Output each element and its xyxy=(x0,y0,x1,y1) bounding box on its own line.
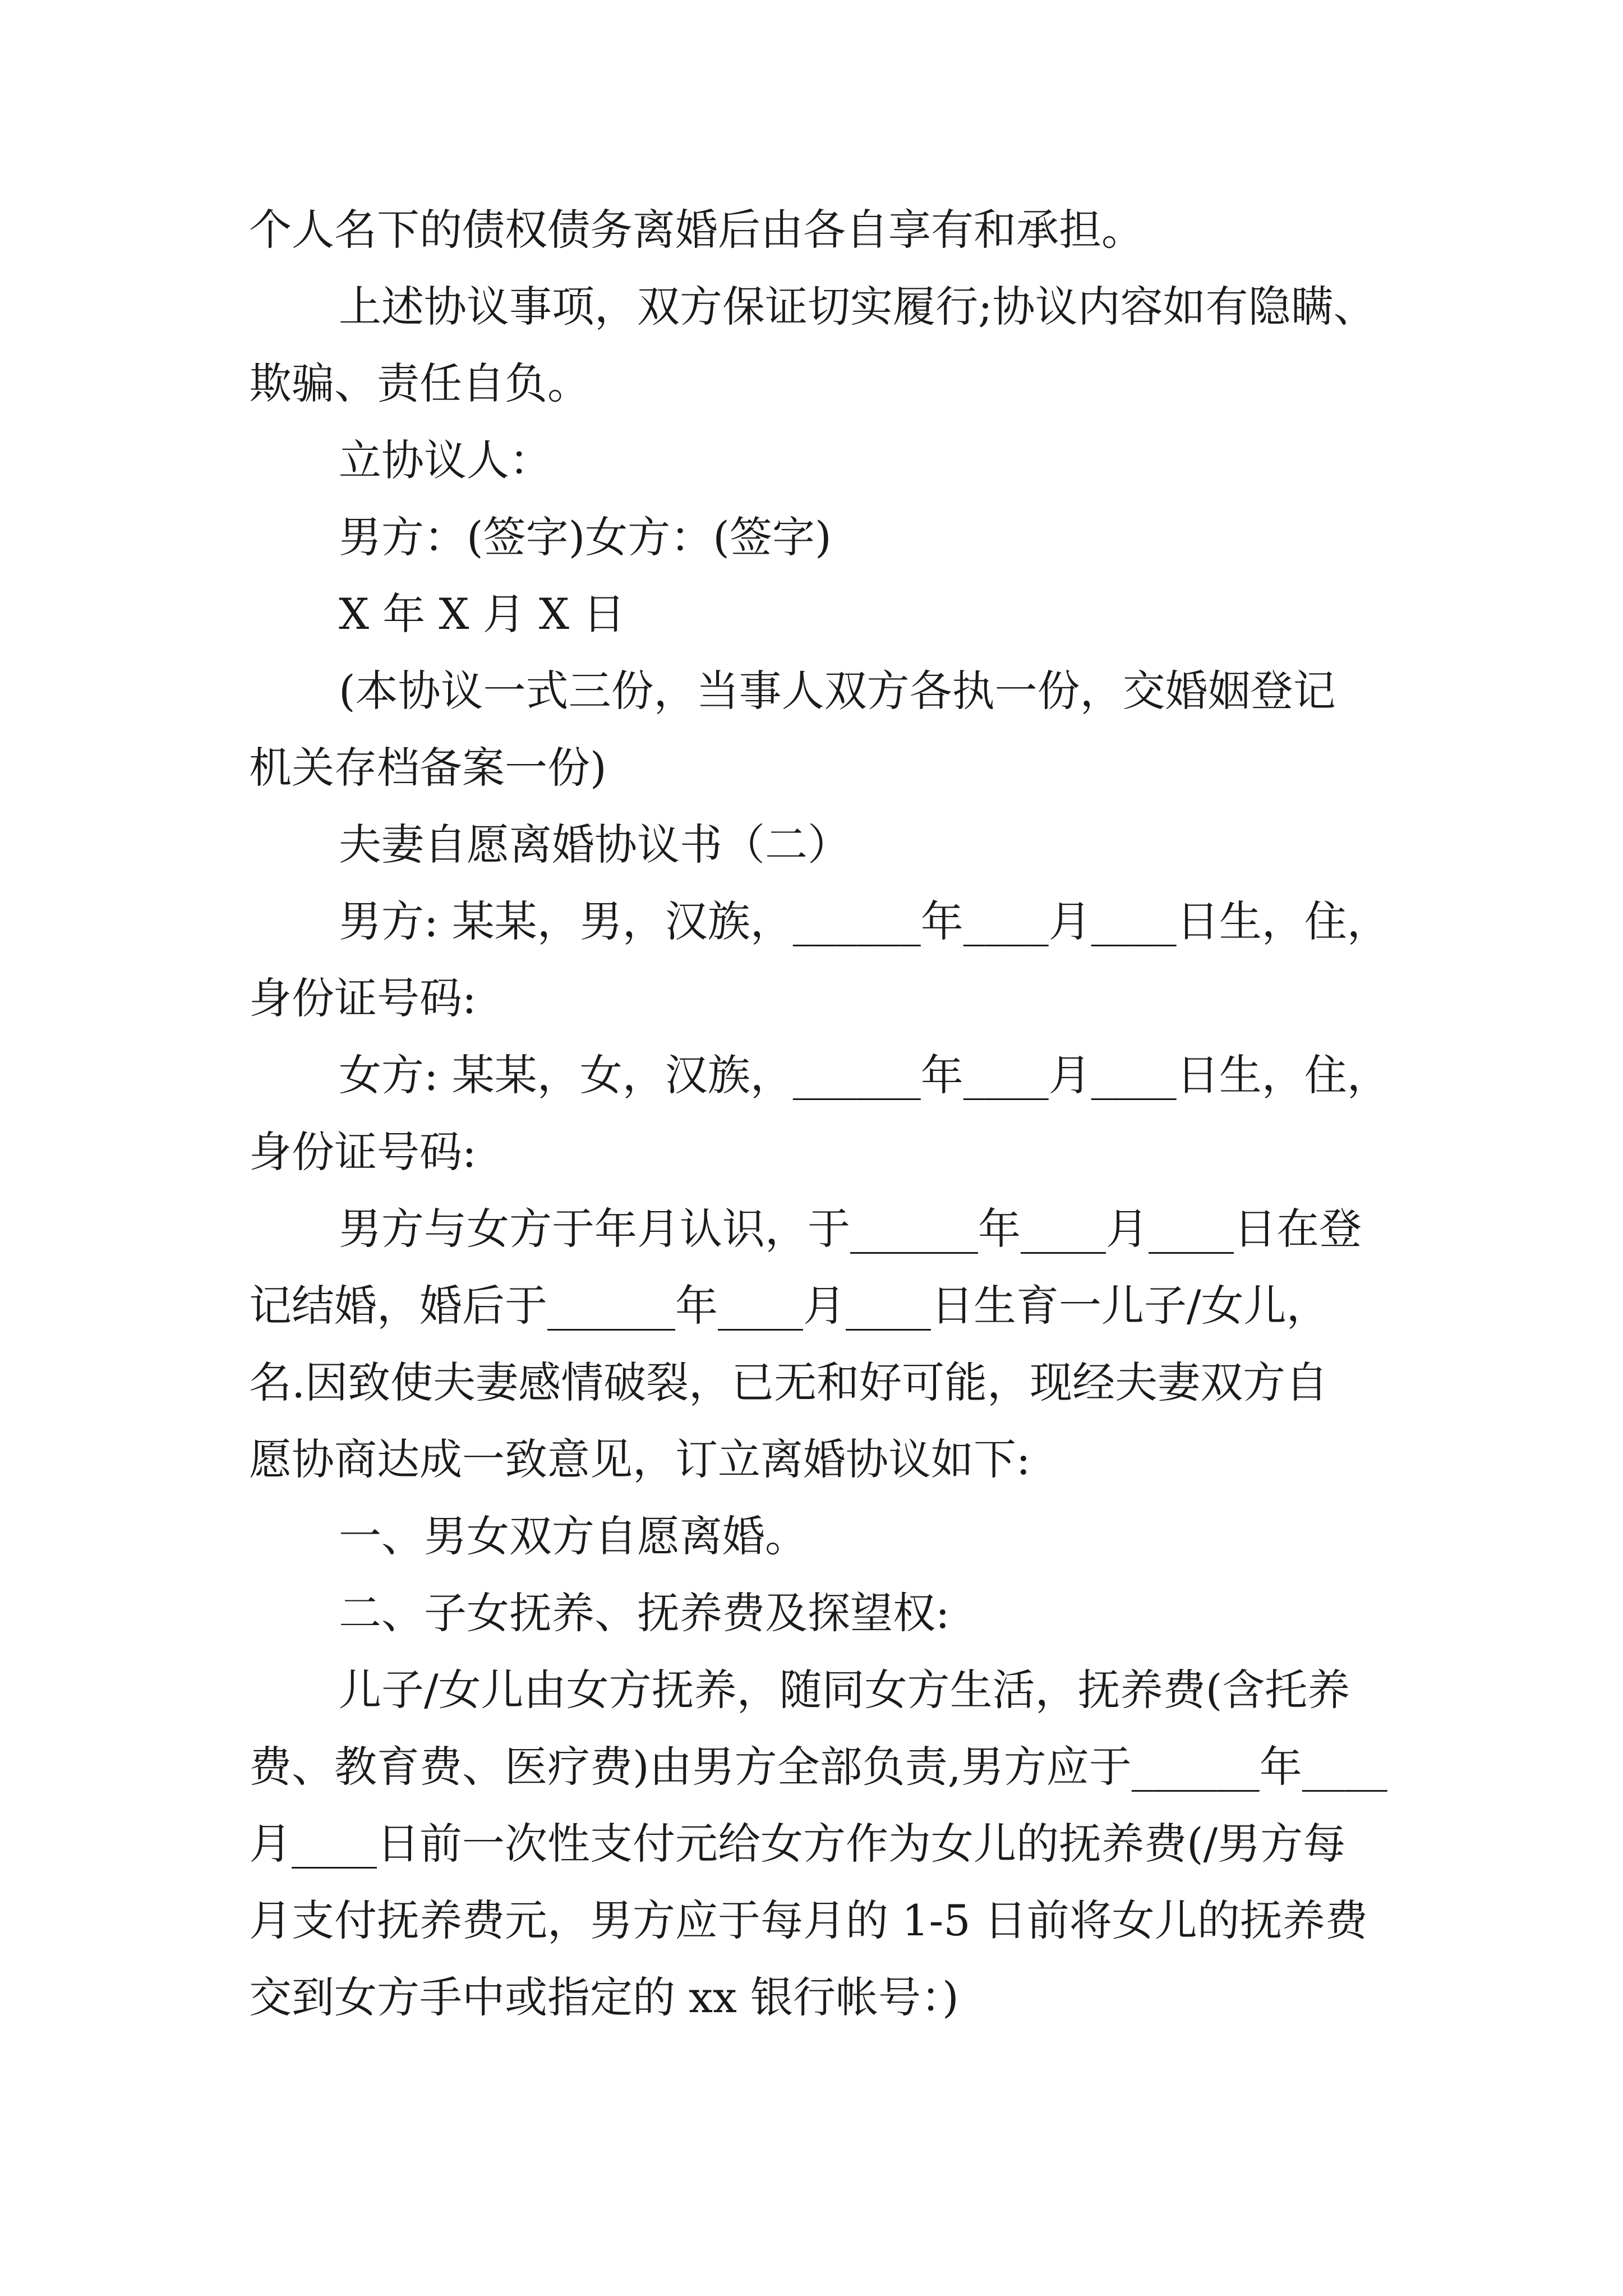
paragraph-line: 儿子/女儿由女方抚养，随同女方生活，抚养费(含托养 xyxy=(339,1665,1350,1715)
paragraph-line: 身份证号码: xyxy=(249,973,477,1023)
paragraph-line: 愿协商达成一致意见，订立离婚协议如下: xyxy=(249,1434,1031,1484)
paragraph-line: 机关存档备案一份) xyxy=(249,743,607,793)
paragraph-line: 月支付抚养费元，男方应于每月的 1-5 日前将女儿的抚养费 xyxy=(249,1895,1368,1945)
paragraph-line: 男方: 某某，男，汉族，______年____月____日生，住， xyxy=(339,896,1390,946)
paragraph-line: 欺骗、责任自负。 xyxy=(249,358,590,408)
paragraph-line: 费、教育费、医疗费)由男方全部负责,男方应于______年____ xyxy=(249,1742,1387,1792)
signature-line: 男方：(签字)女方：(签字) xyxy=(339,512,832,562)
paragraph-line: 记结婚，婚后于______年____月____日生育一儿子/女儿， xyxy=(249,1281,1329,1331)
paragraph-line: (本协议一式三份，当事人双方各执一份，交婚姻登记 xyxy=(339,666,1336,716)
paragraph-line: 身份证号码: xyxy=(249,1127,477,1177)
paragraph-line: 个人名下的债权债务离婚后由各自享有和承担。 xyxy=(249,205,1144,255)
paragraph-line: 交到女方手中或指定的 xx 银行帐号：) xyxy=(249,1972,959,2022)
paragraph-line: 男方与女方于年月认识，于______年____月____日在登 xyxy=(339,1204,1362,1254)
paragraph-line: 女方: 某某，女，汉族，______年____月____日生，住， xyxy=(339,1050,1390,1100)
paragraph-line: 名.因致使夫妻感情破裂，已无和好可能，现经夫妻双方自 xyxy=(249,1358,1329,1407)
section-title: 夫妻自愿离婚协议书（二） xyxy=(339,820,850,869)
signatory-heading: 立协议人： xyxy=(339,435,552,485)
paragraph-line: 上述协议事项，双方保证切实履行;协议内容如有隐瞒、 xyxy=(339,282,1376,332)
clause-heading: 二、子女抚养、抚养费及探望权: xyxy=(339,1588,950,1638)
paragraph-line: 月____日前一次性支付元给女方作为女儿的抚养费(/男方每 xyxy=(249,1819,1346,1869)
clause-heading: 一、男女双方自愿离婚。 xyxy=(339,1511,808,1561)
date-line: X 年 X 月 X 日 xyxy=(339,589,626,639)
